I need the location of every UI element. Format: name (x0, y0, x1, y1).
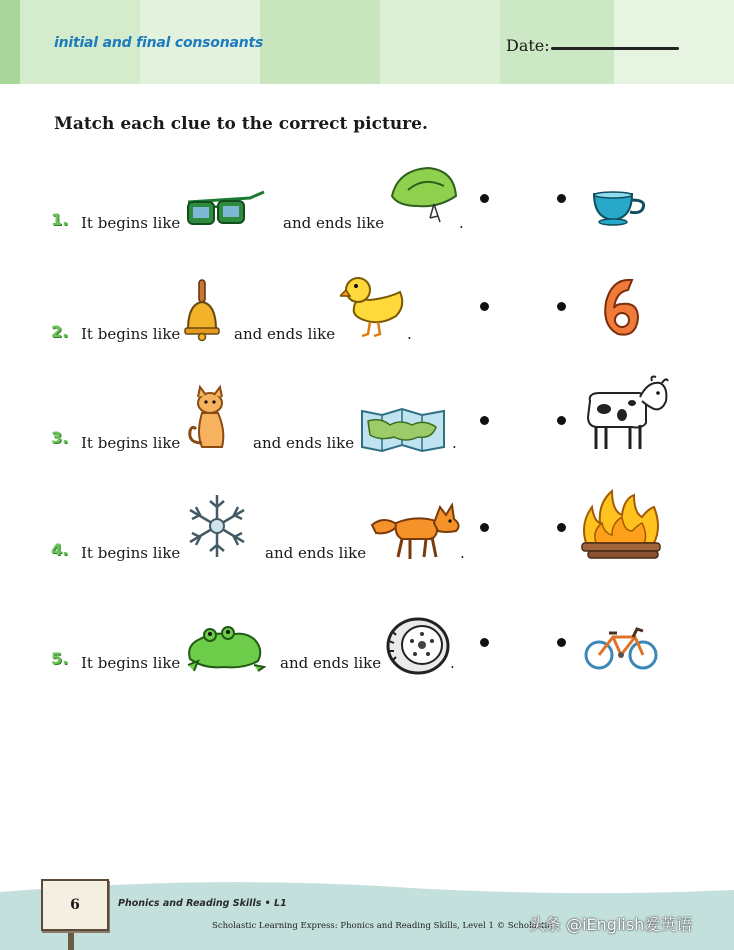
bike-icon (583, 625, 661, 671)
begins-label: It begins like (81, 434, 181, 452)
cat-icon (184, 383, 236, 451)
date-field[interactable] (551, 47, 679, 50)
clue-row-1 (0, 160, 734, 260)
clue-row-4 (0, 485, 734, 585)
period: . (460, 544, 465, 562)
footer-band (0, 872, 734, 950)
period: . (407, 325, 412, 343)
ends-label: and ends like (234, 325, 336, 343)
worksheet-topic: initial and final consonants (54, 35, 264, 51)
page-number: 6 (70, 897, 80, 913)
clue-row-5 (0, 595, 734, 695)
cup-icon (590, 188, 652, 228)
period: . (450, 654, 455, 672)
wheel-icon (386, 617, 450, 675)
header-stripe (0, 0, 20, 84)
clue-number: 3. (51, 428, 69, 447)
map-icon (360, 407, 446, 453)
clue-number: 2. (51, 322, 69, 341)
ends-label: and ends like (265, 544, 367, 562)
begins-label: It begins like (81, 654, 181, 672)
begins-label: It begins like (81, 214, 181, 232)
page-number-sign (41, 879, 109, 931)
match-dot-left[interactable] (480, 638, 489, 647)
header-stripe (260, 0, 380, 84)
match-dot-left[interactable] (480, 416, 489, 425)
sign-post (68, 928, 74, 950)
begins-label: It begins like (81, 325, 181, 343)
frog-icon (184, 625, 266, 673)
match-dot-left[interactable] (480, 194, 489, 203)
ends-label: and ends like (283, 214, 385, 232)
copyright-credit: Scholastic Learning Express: Phonics and Reading Skills, Level 1 © Scholastic (212, 921, 552, 931)
period: . (452, 434, 457, 452)
clue-number: 1. (51, 210, 69, 229)
fox-icon (370, 501, 464, 561)
clue-row-2 (0, 270, 734, 370)
match-dot-left[interactable] (480, 302, 489, 311)
goat-icon (582, 375, 670, 453)
match-dot-left[interactable] (480, 523, 489, 532)
match-dot-right[interactable] (557, 638, 566, 647)
snowflake-icon (182, 491, 252, 561)
glasses-icon (184, 188, 270, 232)
period: . (459, 214, 464, 232)
six-icon (598, 274, 644, 340)
book-title: Phonics and Reading Skills • L1 (118, 898, 287, 909)
match-dot-right[interactable] (557, 523, 566, 532)
clue-row-3 (0, 375, 734, 475)
header-stripe (614, 0, 734, 84)
bell-icon (182, 278, 222, 342)
begins-label: It begins like (81, 544, 181, 562)
match-dot-right[interactable] (557, 302, 566, 311)
duck-icon (340, 272, 408, 340)
hat-icon (388, 160, 460, 232)
watermark: 头条 @iEnglish爱英语 (529, 915, 693, 934)
fire-icon (578, 487, 664, 561)
match-dot-right[interactable] (557, 416, 566, 425)
date-label: Date: (506, 36, 550, 55)
instructions: Match each clue to the correct picture. (54, 114, 428, 134)
ends-label: and ends like (253, 434, 355, 452)
match-dot-right[interactable] (557, 194, 566, 203)
header-stripe (380, 0, 500, 84)
ends-label: and ends like (280, 654, 382, 672)
clue-number: 4. (51, 540, 69, 559)
clue-number: 5. (51, 649, 69, 668)
